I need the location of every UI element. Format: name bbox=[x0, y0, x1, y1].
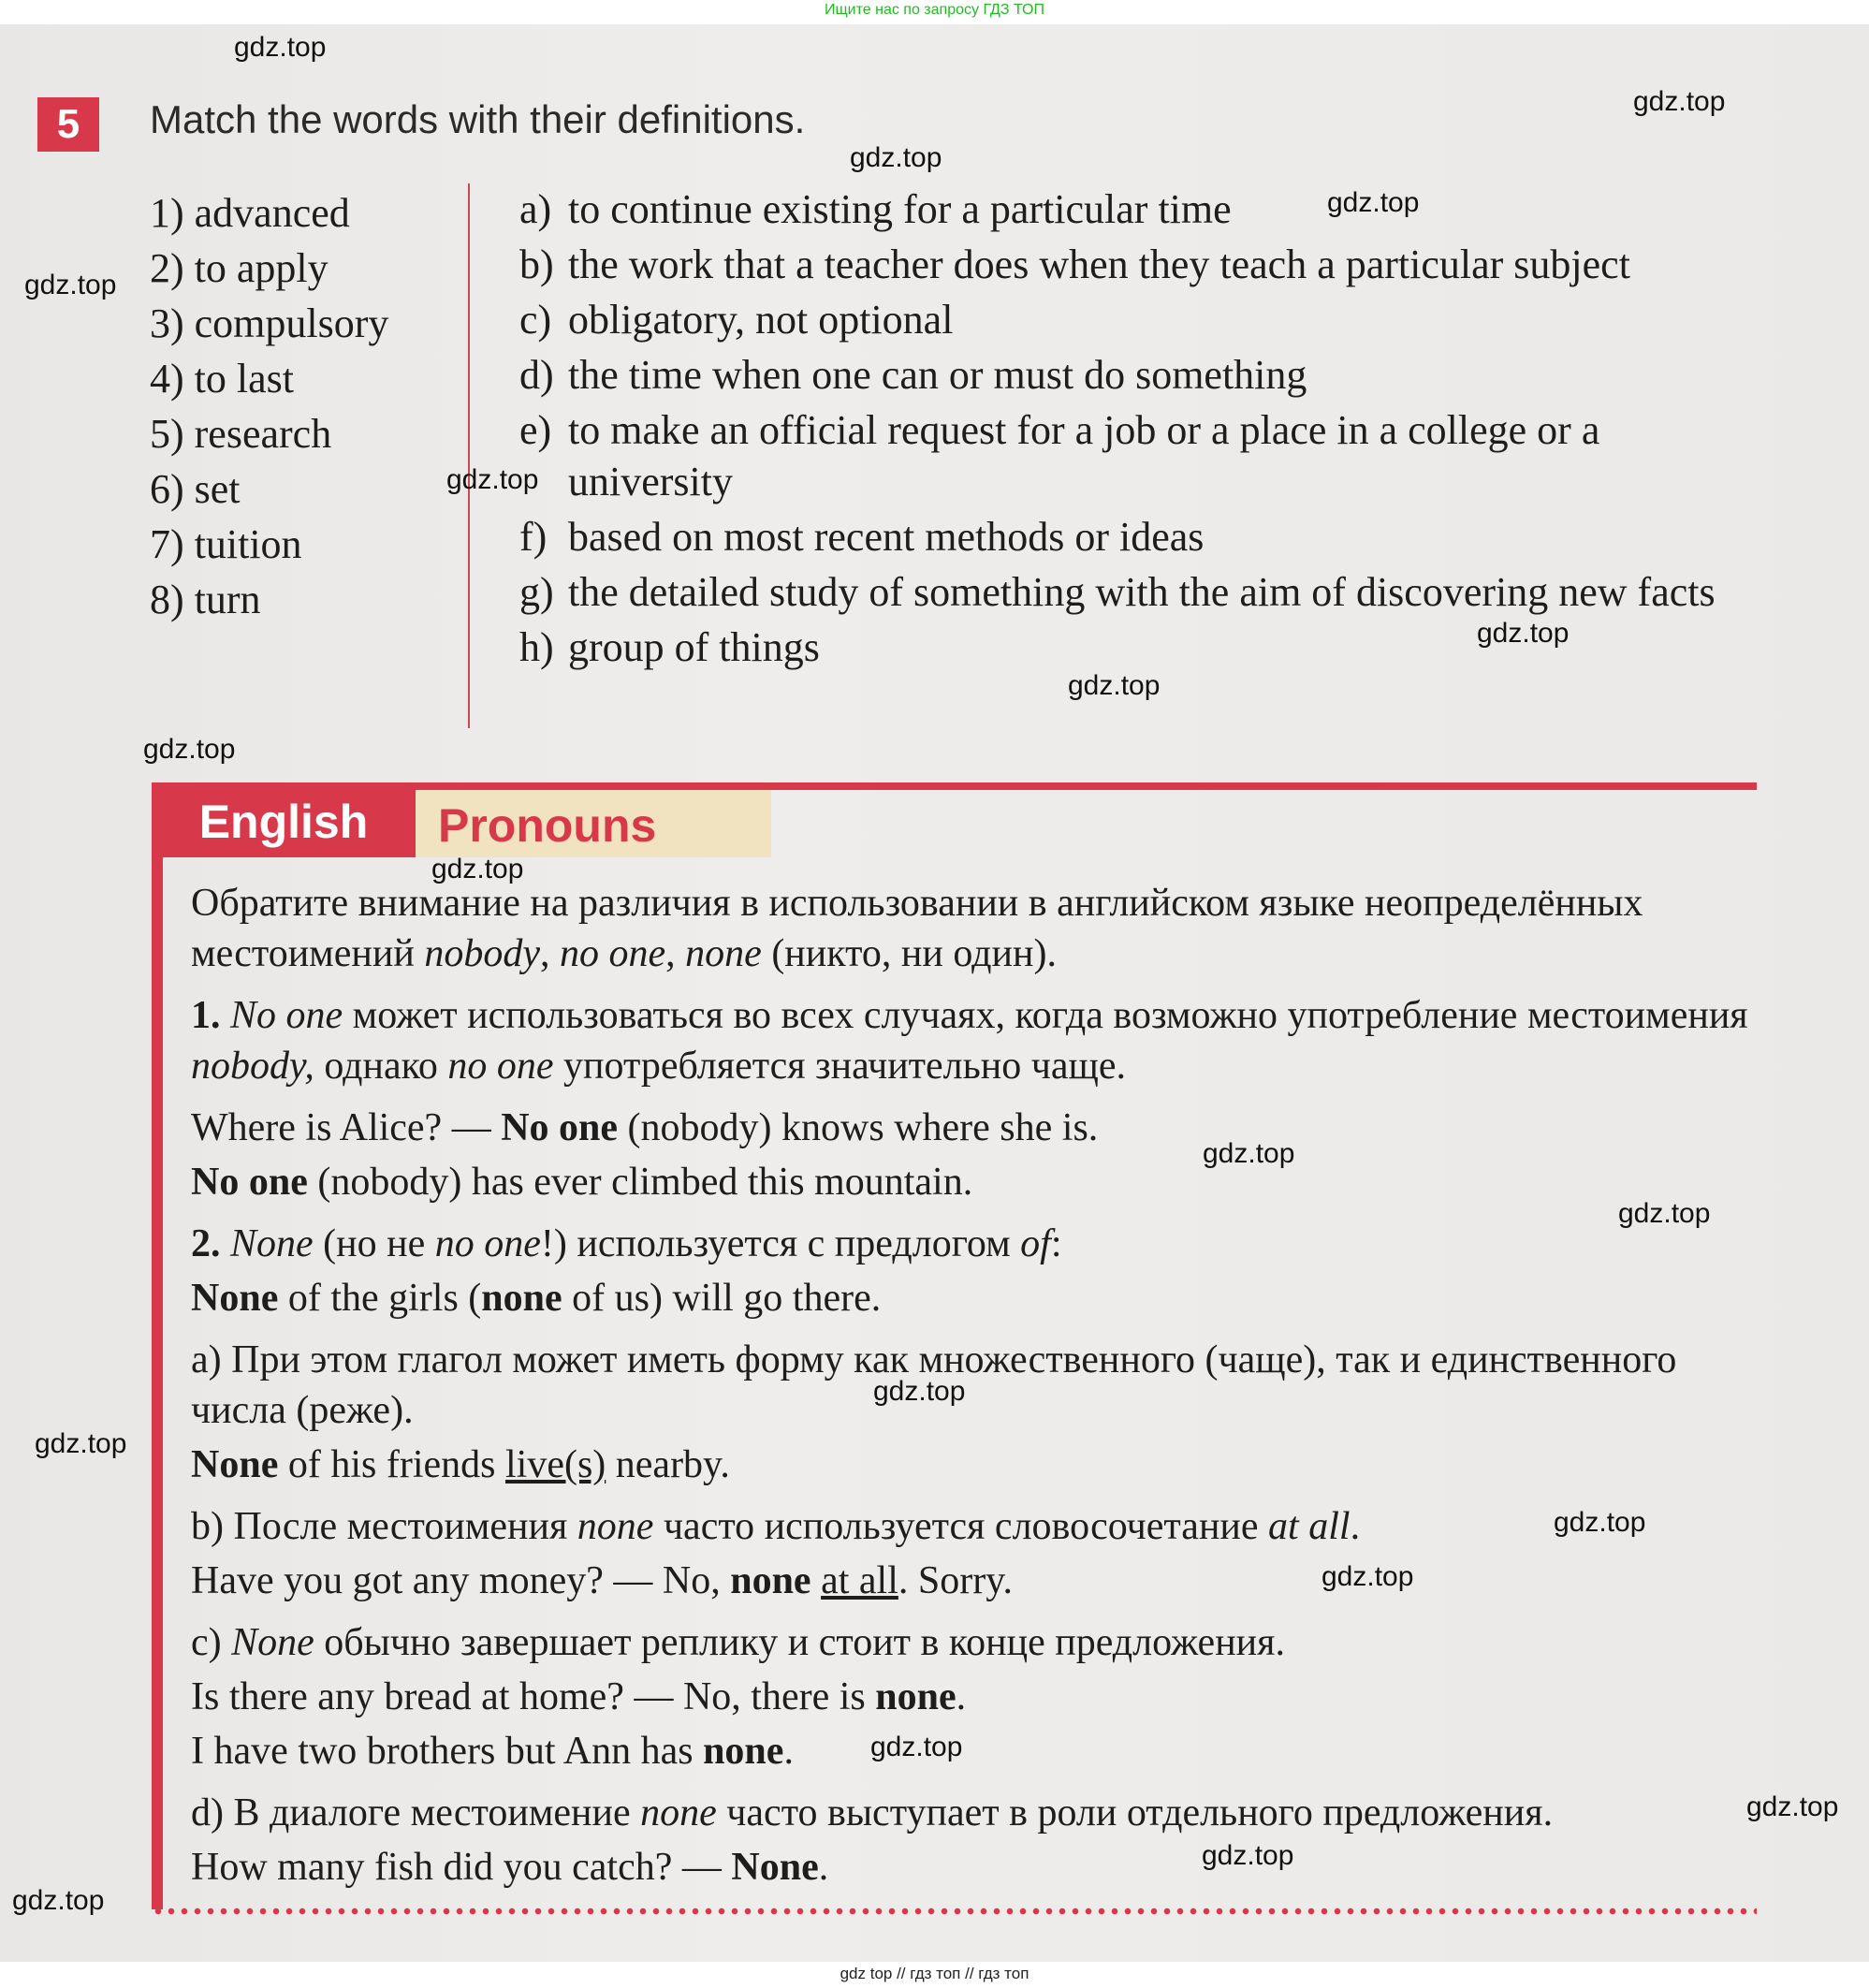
term: nobody, bbox=[191, 1045, 314, 1088]
text bbox=[811, 1559, 822, 1602]
term: none bbox=[577, 1505, 654, 1548]
rule-2c bbox=[191, 1617, 1754, 1668]
watermark: gdz.top bbox=[873, 1376, 966, 1407]
word-item: 7) tuition bbox=[150, 521, 302, 567]
definition-text: the work that a teacher does when they teach a particular subject bbox=[568, 241, 1630, 287]
term: no one bbox=[560, 932, 666, 975]
definition-text: the detailed study of something with the aim of discovering new facts bbox=[568, 569, 1716, 615]
example bbox=[191, 1440, 1754, 1490]
example bbox=[191, 1842, 1754, 1893]
box-dotted-border bbox=[152, 1908, 1757, 1915]
text: I have two brothers but Ann has bbox=[191, 1730, 704, 1773]
term: None bbox=[731, 1846, 819, 1889]
watermark: gdz.top bbox=[143, 734, 236, 765]
text: nearby. bbox=[606, 1443, 730, 1486]
word-item: 5) research bbox=[150, 411, 332, 457]
definition-letter: c) bbox=[519, 297, 552, 343]
term: No one bbox=[230, 994, 343, 1037]
term: No one bbox=[501, 1106, 619, 1149]
text: . bbox=[818, 1846, 829, 1889]
definition-item bbox=[519, 511, 1764, 563]
term: No one bbox=[191, 1161, 308, 1204]
text: Where is Alice? — bbox=[191, 1106, 502, 1149]
text: может использоваться во всех случаях, когда возможно употребление местоимения bbox=[343, 994, 1748, 1037]
intro-paragraph bbox=[191, 878, 1754, 979]
rule-2d bbox=[191, 1788, 1754, 1838]
text: of his friends bbox=[278, 1443, 505, 1486]
rule-2a: a) При этом глагол может иметь форму как множественного (чаще), так и единственного числа (реже). bbox=[191, 1338, 1677, 1432]
text: (никто, ни один). bbox=[761, 932, 1057, 975]
definition-letter: g) bbox=[519, 569, 554, 615]
definition-letter: d) bbox=[519, 352, 554, 398]
text: . Sorry. bbox=[898, 1559, 1013, 1602]
text: часто выступает в роли отдельного предложения. bbox=[716, 1791, 1554, 1835]
rule-2b bbox=[191, 1501, 1754, 1552]
watermark: gdz.top bbox=[1633, 86, 1726, 117]
definition-letter: h) bbox=[519, 624, 554, 670]
pronouns-tab: Pronouns bbox=[416, 790, 771, 857]
watermark: gdz.top bbox=[446, 464, 539, 495]
watermark: gdz.top bbox=[870, 1732, 963, 1762]
definition-item bbox=[519, 183, 1764, 235]
word-item: 8) turn bbox=[150, 577, 261, 622]
rule-2 bbox=[191, 1219, 1754, 1269]
header-banner[interactable]: Ищите нас по запросу ГДЗ ТОП bbox=[0, 0, 1869, 24]
term: no one bbox=[447, 1045, 554, 1088]
text: b) После местоимения bbox=[191, 1505, 577, 1548]
text: (но не bbox=[313, 1222, 435, 1265]
watermark: gdz.top bbox=[431, 854, 524, 884]
text: . bbox=[1350, 1505, 1361, 1548]
example bbox=[191, 1556, 1754, 1606]
text: Is there any bread at home? — No, there is bbox=[191, 1675, 876, 1718]
definition-item bbox=[519, 621, 1764, 673]
text: (nobody) knows where she is. bbox=[618, 1106, 1099, 1149]
underlined-term: at all bbox=[821, 1559, 898, 1602]
example bbox=[191, 1103, 1754, 1153]
definition-text: obligatory, not optional bbox=[568, 297, 954, 343]
definition-item bbox=[519, 566, 1764, 618]
text: (nobody) has ever climbed this mountain. bbox=[307, 1161, 973, 1204]
text: , bbox=[540, 932, 560, 975]
text: обычно завершает реплику и стоит в конце предложения. bbox=[314, 1621, 1285, 1664]
watermark: gdz.top bbox=[1554, 1507, 1646, 1538]
definition-letter: f) bbox=[519, 514, 548, 560]
word-item: 1) advanced bbox=[150, 190, 350, 236]
definition-text: group of things bbox=[568, 624, 820, 670]
word-list bbox=[150, 185, 388, 627]
rule-number: 1. bbox=[191, 994, 221, 1037]
term: none bbox=[640, 1791, 717, 1835]
exercise-title: Match the words with their definitions. bbox=[150, 97, 806, 141]
watermark: gdz.top bbox=[1321, 1561, 1414, 1592]
watermark: gdz.top bbox=[1203, 1138, 1295, 1169]
example bbox=[191, 1157, 1754, 1207]
word-item: 3) compulsory bbox=[150, 300, 389, 346]
rule-1 bbox=[191, 990, 1754, 1091]
box-left-border bbox=[152, 782, 163, 1909]
underlined-term: live(s) bbox=[504, 1443, 606, 1486]
definition-item bbox=[519, 294, 1764, 345]
column-divider bbox=[468, 183, 470, 728]
term: none bbox=[685, 932, 762, 975]
text: Обратите внимание на различия в использовании в английском языке неопределённых местоимений bbox=[191, 882, 1643, 975]
english-tab: English bbox=[152, 782, 416, 857]
definition-letter: b) bbox=[519, 241, 554, 287]
watermark: gdz.top bbox=[1202, 1840, 1294, 1871]
term: none bbox=[730, 1559, 811, 1602]
example bbox=[191, 1672, 1754, 1722]
term: of bbox=[1020, 1222, 1051, 1265]
watermark: gdz.top bbox=[1477, 618, 1570, 649]
text: часто используется словосочетание bbox=[653, 1505, 1269, 1548]
text: !) используется с предлогом bbox=[540, 1222, 1021, 1265]
text: c) bbox=[191, 1621, 232, 1664]
term: none bbox=[481, 1277, 562, 1320]
term: none bbox=[703, 1730, 784, 1773]
definition-text: to make an official request for a job or a place in a college or a university bbox=[568, 407, 1600, 504]
text: однако bbox=[314, 1045, 448, 1088]
watermark: gdz.top bbox=[1068, 670, 1161, 701]
example bbox=[191, 1273, 1754, 1323]
watermark: gdz.top bbox=[24, 270, 117, 300]
definition-text: to continue existing for a particular time bbox=[568, 186, 1232, 232]
term: no one bbox=[434, 1222, 541, 1265]
example bbox=[191, 1726, 1754, 1776]
watermark: gdz.top bbox=[234, 32, 327, 63]
text: употребляется значительно чаще. bbox=[553, 1045, 1127, 1088]
definition-letter: e) bbox=[519, 407, 552, 453]
definition-item bbox=[519, 404, 1764, 507]
term: None bbox=[230, 1222, 314, 1265]
term: at all bbox=[1268, 1505, 1351, 1548]
definition-letter: a) bbox=[519, 186, 552, 232]
definition-item bbox=[519, 349, 1764, 401]
definition-list bbox=[519, 183, 1764, 677]
text: d) В диалоге местоимение bbox=[191, 1791, 641, 1835]
watermark: gdz.top bbox=[35, 1428, 127, 1459]
watermark: gdz.top bbox=[1327, 187, 1420, 218]
watermark: gdz.top bbox=[1618, 1198, 1711, 1229]
text: . bbox=[956, 1675, 967, 1718]
text: Have you got any money? — No, bbox=[191, 1559, 731, 1602]
text: of the girls ( bbox=[278, 1277, 482, 1320]
text: of us) will go there. bbox=[562, 1277, 882, 1320]
grammar-content bbox=[191, 878, 1754, 1904]
rule-number: 2. bbox=[191, 1222, 221, 1265]
watermark: gdz.top bbox=[1746, 1791, 1839, 1822]
watermark: gdz.top bbox=[850, 142, 942, 173]
definition-text: the time when one can or must do something bbox=[568, 352, 1307, 398]
footer-banner[interactable]: gdz top // гдз топ // гдз топ bbox=[0, 1962, 1869, 1988]
term: None bbox=[191, 1443, 279, 1486]
text: How many fish did you catch? — bbox=[191, 1846, 732, 1889]
watermark: gdz.top bbox=[12, 1885, 105, 1916]
word-item: 6) set bbox=[150, 466, 241, 512]
term: None bbox=[231, 1621, 314, 1664]
word-item: 2) to apply bbox=[150, 245, 329, 291]
definition-item bbox=[519, 239, 1764, 290]
text: , bbox=[665, 932, 686, 975]
exercise-number-badge: 5 bbox=[37, 97, 99, 152]
term: none bbox=[875, 1675, 956, 1718]
term: None bbox=[191, 1277, 279, 1320]
term: nobody bbox=[424, 932, 540, 975]
text: . bbox=[783, 1730, 794, 1773]
text: : bbox=[1050, 1222, 1062, 1265]
word-item: 4) to last bbox=[150, 356, 294, 402]
definition-text: based on most recent methods or ideas bbox=[568, 514, 1205, 560]
